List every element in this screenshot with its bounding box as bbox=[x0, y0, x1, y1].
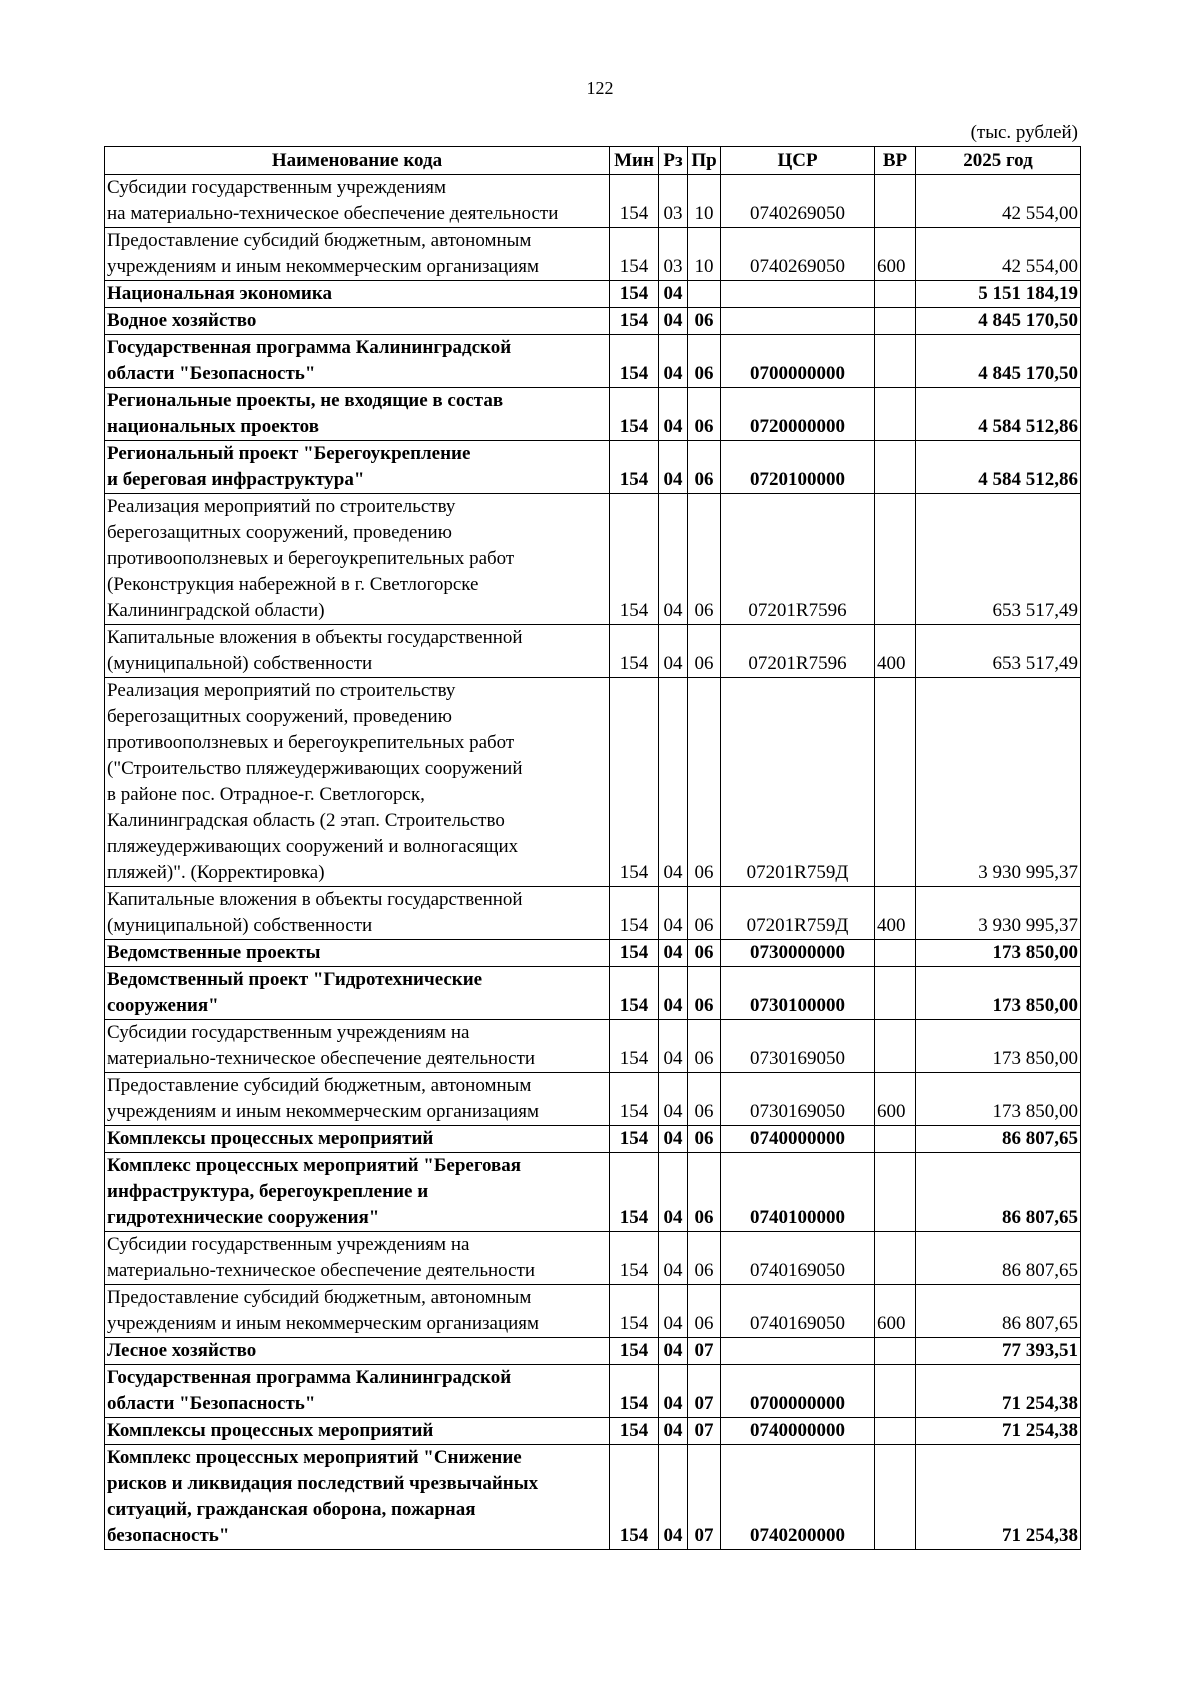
cell-amount: 71 254,38 bbox=[916, 1365, 1081, 1418]
cell-rz: 04 bbox=[659, 281, 688, 308]
cell-amount: 3 930 995,37 bbox=[916, 887, 1081, 940]
header-csr: ЦСР bbox=[721, 147, 875, 175]
cell-csr: 0740200000 bbox=[721, 1445, 875, 1550]
cell-vr bbox=[875, 335, 916, 388]
cell-name: Реализация мероприятий по строительству берегозащитных сооружений, проведению противооползневых и берегоукрепительных работ ("Строительство пляжеудерживающих сооружений в районе пос. Отрадное-г. Светлогорск, Калининградская область (2 этап. Строительство пляжеудерживающих сооружений и волногасящих пляжей)". (Корректировка) bbox=[105, 678, 610, 887]
cell-vr bbox=[875, 441, 916, 494]
table-row bbox=[105, 1365, 1081, 1418]
header-row bbox=[105, 147, 1081, 175]
cell-vr: 600 bbox=[875, 1073, 916, 1126]
header-min: Мин bbox=[610, 147, 659, 175]
table-row bbox=[105, 175, 1081, 228]
cell-name: Капитальные вложения в объекты государственной (муниципальной) собственности bbox=[105, 887, 610, 940]
cell-csr: 07201R759Д bbox=[721, 678, 875, 887]
cell-csr: 0700000000 bbox=[721, 1365, 875, 1418]
cell-amount: 86 807,65 bbox=[916, 1232, 1081, 1285]
header-name: Наименование кода bbox=[105, 147, 610, 175]
cell-min: 154 bbox=[610, 441, 659, 494]
cell-pr: 06 bbox=[688, 1232, 721, 1285]
table-row bbox=[105, 967, 1081, 1020]
cell-amount: 4 845 170,50 bbox=[916, 335, 1081, 388]
cell-name: Субсидии государственным учреждениям на материально-техническое обеспечение деятельности bbox=[105, 175, 610, 228]
cell-rz: 04 bbox=[659, 1232, 688, 1285]
cell-min: 154 bbox=[610, 175, 659, 228]
cell-pr bbox=[688, 281, 721, 308]
cell-min: 154 bbox=[610, 1418, 659, 1445]
cell-vr bbox=[875, 678, 916, 887]
cell-rz: 04 bbox=[659, 887, 688, 940]
cell-min: 154 bbox=[610, 1126, 659, 1153]
cell-pr: 06 bbox=[688, 1020, 721, 1073]
table-row bbox=[105, 1232, 1081, 1285]
table-row bbox=[105, 1418, 1081, 1445]
cell-min: 154 bbox=[610, 1232, 659, 1285]
cell-rz: 04 bbox=[659, 1153, 688, 1232]
cell-pr: 10 bbox=[688, 228, 721, 281]
cell-name: Комплекс процессных мероприятий "Снижение рисков и ликвидация последствий чрезвычайных ситуаций, гражданская оборона, пожарная безопасность" bbox=[105, 1445, 610, 1550]
cell-pr: 06 bbox=[688, 1285, 721, 1338]
table-row bbox=[105, 940, 1081, 967]
cell-min: 154 bbox=[610, 335, 659, 388]
cell-amount: 173 850,00 bbox=[916, 1073, 1081, 1126]
cell-vr bbox=[875, 494, 916, 625]
cell-amount: 77 393,51 bbox=[916, 1338, 1081, 1365]
table-row bbox=[105, 388, 1081, 441]
cell-vr bbox=[875, 1365, 916, 1418]
cell-rz: 03 bbox=[659, 175, 688, 228]
cell-min: 154 bbox=[610, 308, 659, 335]
cell-amount: 4 584 512,86 bbox=[916, 441, 1081, 494]
table-row bbox=[105, 441, 1081, 494]
budget-table bbox=[104, 146, 1081, 1550]
table-row bbox=[105, 281, 1081, 308]
cell-pr: 06 bbox=[688, 1126, 721, 1153]
cell-rz: 04 bbox=[659, 388, 688, 441]
cell-csr: 0700000000 bbox=[721, 335, 875, 388]
cell-amount: 86 807,65 bbox=[916, 1153, 1081, 1232]
cell-rz: 04 bbox=[659, 335, 688, 388]
cell-rz: 04 bbox=[659, 1418, 688, 1445]
table-row bbox=[105, 308, 1081, 335]
cell-pr: 06 bbox=[688, 494, 721, 625]
cell-vr bbox=[875, 967, 916, 1020]
cell-vr: 600 bbox=[875, 228, 916, 281]
header-year: 2025 год bbox=[916, 147, 1081, 175]
cell-min: 154 bbox=[610, 887, 659, 940]
cell-min: 154 bbox=[610, 388, 659, 441]
cell-min: 154 bbox=[610, 1153, 659, 1232]
table-row bbox=[105, 1338, 1081, 1365]
table-row bbox=[105, 335, 1081, 388]
cell-csr: 07201R7596 bbox=[721, 494, 875, 625]
cell-name: Региональные проекты, не входящие в состав национальных проектов bbox=[105, 388, 610, 441]
cell-csr: 0740269050 bbox=[721, 175, 875, 228]
cell-name: Ведомственные проекты bbox=[105, 940, 610, 967]
cell-name: Комплексы процессных мероприятий bbox=[105, 1126, 610, 1153]
cell-min: 154 bbox=[610, 1073, 659, 1126]
cell-csr: 0740000000 bbox=[721, 1418, 875, 1445]
cell-vr bbox=[875, 1153, 916, 1232]
cell-rz: 04 bbox=[659, 678, 688, 887]
cell-amount: 71 254,38 bbox=[916, 1445, 1081, 1550]
cell-vr bbox=[875, 281, 916, 308]
cell-pr: 07 bbox=[688, 1365, 721, 1418]
cell-name: Национальная экономика bbox=[105, 281, 610, 308]
cell-pr: 10 bbox=[688, 175, 721, 228]
cell-name: Предоставление субсидий бюджетным, автономным учреждениям и иным некоммерческим организациям bbox=[105, 1285, 610, 1338]
cell-rz: 04 bbox=[659, 1365, 688, 1418]
cell-amount: 653 517,49 bbox=[916, 625, 1081, 678]
cell-vr bbox=[875, 1020, 916, 1073]
cell-csr: 0720100000 bbox=[721, 441, 875, 494]
table-row bbox=[105, 1285, 1081, 1338]
cell-rz: 04 bbox=[659, 494, 688, 625]
cell-amount: 653 517,49 bbox=[916, 494, 1081, 625]
cell-amount: 86 807,65 bbox=[916, 1126, 1081, 1153]
cell-min: 154 bbox=[610, 281, 659, 308]
cell-min: 154 bbox=[610, 967, 659, 1020]
cell-csr: 0740000000 bbox=[721, 1126, 875, 1153]
table-header bbox=[105, 147, 1081, 175]
cell-pr: 06 bbox=[688, 441, 721, 494]
cell-min: 154 bbox=[610, 678, 659, 887]
header-rz: Рз bbox=[659, 147, 688, 175]
cell-amount: 3 930 995,37 bbox=[916, 678, 1081, 887]
cell-rz: 03 bbox=[659, 228, 688, 281]
cell-csr: 07201R7596 bbox=[721, 625, 875, 678]
cell-name: Капитальные вложения в объекты государственной (муниципальной) собственности bbox=[105, 625, 610, 678]
table-row bbox=[105, 887, 1081, 940]
cell-pr: 06 bbox=[688, 625, 721, 678]
cell-name: Комплексы процессных мероприятий bbox=[105, 1418, 610, 1445]
table-row bbox=[105, 1020, 1081, 1073]
cell-vr bbox=[875, 308, 916, 335]
header-vr: ВР bbox=[875, 147, 916, 175]
cell-csr bbox=[721, 281, 875, 308]
cell-pr: 06 bbox=[688, 678, 721, 887]
cell-amount: 42 554,00 bbox=[916, 228, 1081, 281]
cell-pr: 06 bbox=[688, 335, 721, 388]
cell-vr bbox=[875, 940, 916, 967]
table-row bbox=[105, 625, 1081, 678]
cell-name: Лесное хозяйство bbox=[105, 1338, 610, 1365]
cell-pr: 07 bbox=[688, 1338, 721, 1365]
cell-min: 154 bbox=[610, 940, 659, 967]
table-row bbox=[105, 678, 1081, 887]
cell-csr bbox=[721, 1338, 875, 1365]
cell-min: 154 bbox=[610, 1365, 659, 1418]
cell-rz: 04 bbox=[659, 940, 688, 967]
cell-name: Предоставление субсидий бюджетным, автономным учреждениям и иным некоммерческим организациям bbox=[105, 1073, 610, 1126]
table-body bbox=[105, 175, 1081, 1550]
table-row bbox=[105, 494, 1081, 625]
cell-rz: 04 bbox=[659, 1073, 688, 1126]
cell-csr: 0730169050 bbox=[721, 1073, 875, 1126]
cell-rz: 04 bbox=[659, 1445, 688, 1550]
cell-vr bbox=[875, 1338, 916, 1365]
cell-pr: 06 bbox=[688, 388, 721, 441]
cell-name: Субсидии государственным учреждениям на материально-техническое обеспечение деятельности bbox=[105, 1232, 610, 1285]
cell-vr: 400 bbox=[875, 887, 916, 940]
cell-amount: 173 850,00 bbox=[916, 940, 1081, 967]
cell-pr: 06 bbox=[688, 967, 721, 1020]
cell-pr: 06 bbox=[688, 887, 721, 940]
cell-name: Комплекс процессных мероприятий "Береговая инфраструктура, берегоукрепление и гидротехнические сооружения" bbox=[105, 1153, 610, 1232]
cell-pr: 06 bbox=[688, 1153, 721, 1232]
table-row bbox=[105, 228, 1081, 281]
cell-vr bbox=[875, 1232, 916, 1285]
cell-name: Предоставление субсидий бюджетным, автономным учреждениям и иным некоммерческим организациям bbox=[105, 228, 610, 281]
cell-rz: 04 bbox=[659, 967, 688, 1020]
cell-pr: 06 bbox=[688, 308, 721, 335]
cell-rz: 04 bbox=[659, 441, 688, 494]
cell-name: Субсидии государственным учреждениям на материально-техническое обеспечение деятельности bbox=[105, 1020, 610, 1073]
cell-amount: 86 807,65 bbox=[916, 1285, 1081, 1338]
cell-vr bbox=[875, 388, 916, 441]
cell-amount: 5 151 184,19 bbox=[916, 281, 1081, 308]
cell-csr: 0740169050 bbox=[721, 1285, 875, 1338]
header-pr: Пр bbox=[688, 147, 721, 175]
cell-csr: 0740169050 bbox=[721, 1232, 875, 1285]
cell-name: Региональный проект "Берегоукрепление и береговая инфраструктура" bbox=[105, 441, 610, 494]
cell-name: Реализация мероприятий по строительству берегозащитных сооружений, проведению противооползневых и берегоукрепительных работ (Реконструкция набережной в г. Светлогорске Калининградской области) bbox=[105, 494, 610, 625]
cell-vr bbox=[875, 1445, 916, 1550]
cell-amount: 4 845 170,50 bbox=[916, 308, 1081, 335]
cell-csr: 0730169050 bbox=[721, 1020, 875, 1073]
cell-min: 154 bbox=[610, 228, 659, 281]
page-number: 122 bbox=[586, 78, 614, 98]
cell-name: Государственная программа Калининградской области "Безопасность" bbox=[105, 335, 610, 388]
cell-csr: 0720000000 bbox=[721, 388, 875, 441]
cell-name: Государственная программа Калининградской области "Безопасность" bbox=[105, 1365, 610, 1418]
table-row bbox=[105, 1445, 1081, 1550]
cell-min: 154 bbox=[610, 494, 659, 625]
cell-csr: 0740100000 bbox=[721, 1153, 875, 1232]
cell-amount: 71 254,38 bbox=[916, 1418, 1081, 1445]
cell-min: 154 bbox=[610, 1445, 659, 1550]
unit-note: (тыс. рублей) bbox=[970, 122, 1078, 143]
cell-rz: 04 bbox=[659, 1338, 688, 1365]
cell-pr: 07 bbox=[688, 1418, 721, 1445]
table-row bbox=[105, 1073, 1081, 1126]
cell-vr: 400 bbox=[875, 625, 916, 678]
cell-amount: 173 850,00 bbox=[916, 967, 1081, 1020]
table-row bbox=[105, 1153, 1081, 1232]
cell-rz: 04 bbox=[659, 1285, 688, 1338]
cell-rz: 04 bbox=[659, 1020, 688, 1073]
cell-name: Водное хозяйство bbox=[105, 308, 610, 335]
cell-amount: 173 850,00 bbox=[916, 1020, 1081, 1073]
cell-amount: 4 584 512,86 bbox=[916, 388, 1081, 441]
cell-pr: 07 bbox=[688, 1445, 721, 1550]
table-row bbox=[105, 1126, 1081, 1153]
cell-rz: 04 bbox=[659, 308, 688, 335]
cell-min: 154 bbox=[610, 1285, 659, 1338]
cell-vr: 600 bbox=[875, 1285, 916, 1338]
cell-csr: 0730000000 bbox=[721, 940, 875, 967]
cell-rz: 04 bbox=[659, 1126, 688, 1153]
cell-vr bbox=[875, 1418, 916, 1445]
cell-csr: 0730100000 bbox=[721, 967, 875, 1020]
cell-min: 154 bbox=[610, 625, 659, 678]
cell-min: 154 bbox=[610, 1338, 659, 1365]
cell-amount: 42 554,00 bbox=[916, 175, 1081, 228]
cell-pr: 06 bbox=[688, 1073, 721, 1126]
cell-min: 154 bbox=[610, 1020, 659, 1073]
cell-pr: 06 bbox=[688, 940, 721, 967]
cell-csr: 07201R759Д bbox=[721, 887, 875, 940]
cell-rz: 04 bbox=[659, 625, 688, 678]
cell-name: Ведомственный проект "Гидротехнические сооружения" bbox=[105, 967, 610, 1020]
cell-csr: 0740269050 bbox=[721, 228, 875, 281]
cell-vr bbox=[875, 1126, 916, 1153]
cell-csr bbox=[721, 308, 875, 335]
cell-vr bbox=[875, 175, 916, 228]
